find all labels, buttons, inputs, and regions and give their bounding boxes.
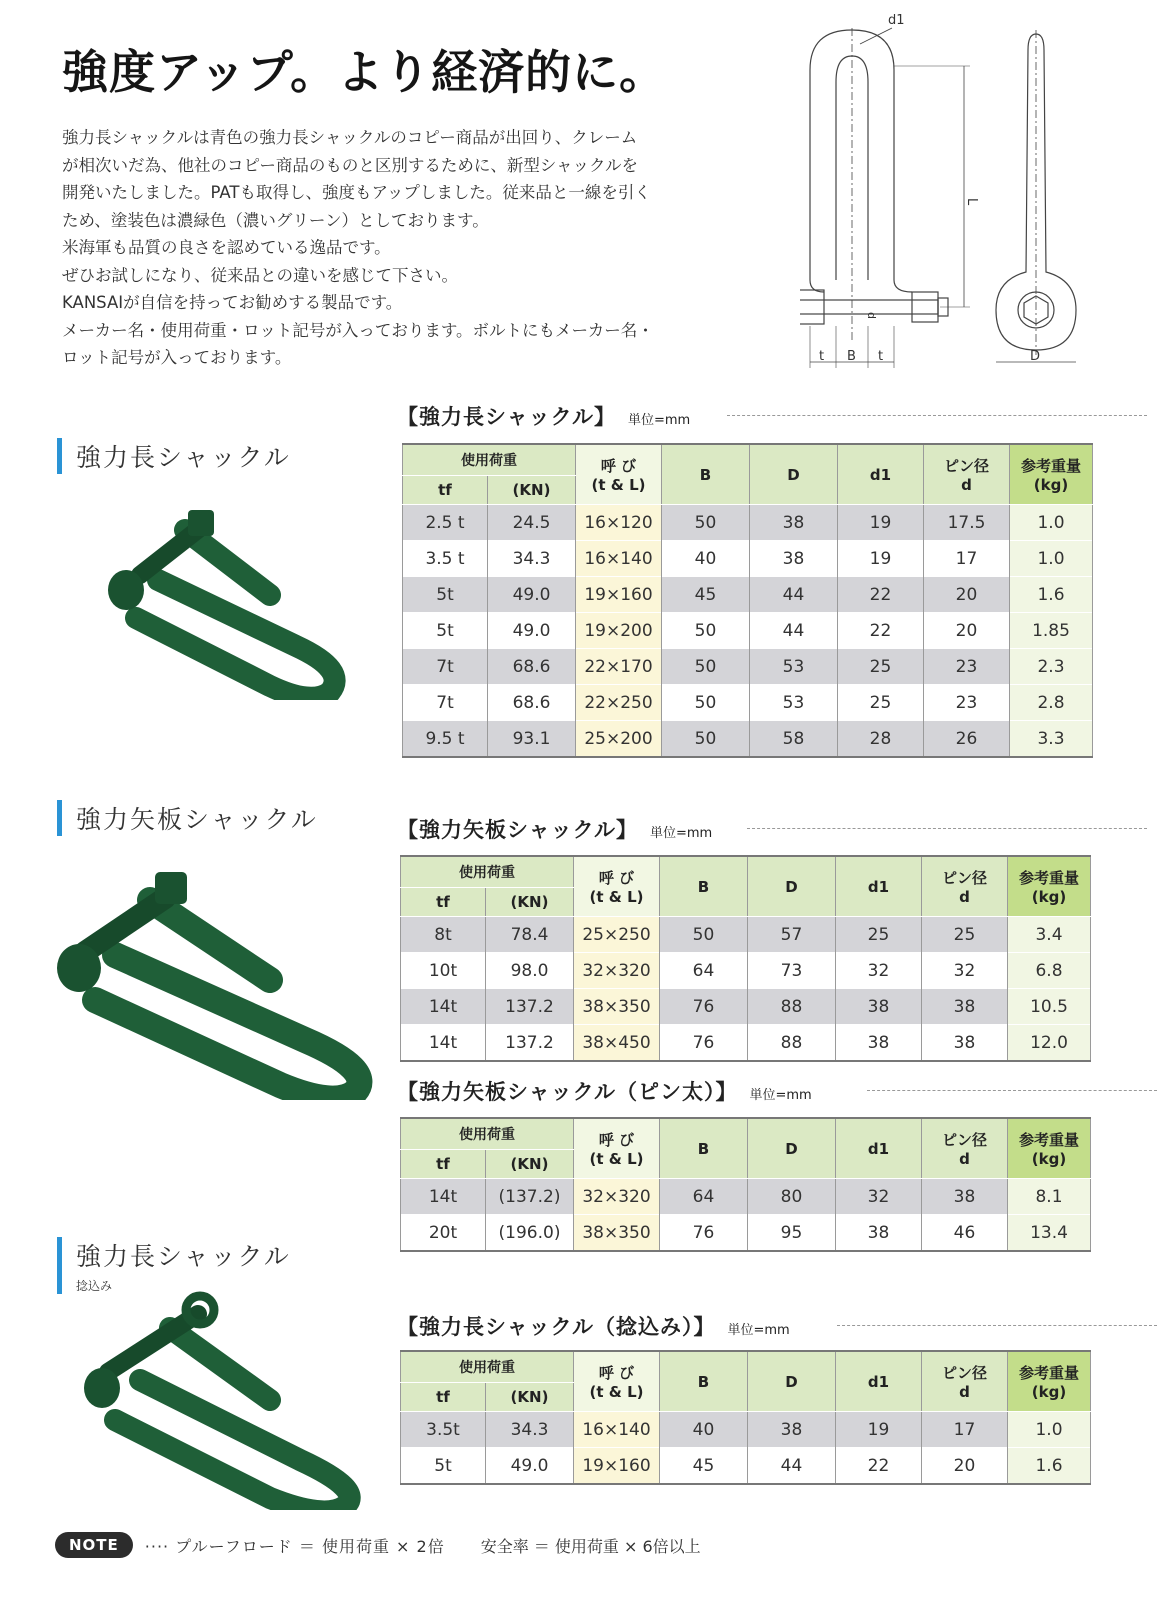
drawing-L-label: L: [964, 198, 979, 206]
intro-line: 米海軍も品質の良さを認めている逸品です。: [62, 238, 391, 257]
table-unit: 単位=mm: [727, 1323, 790, 1338]
table-cell: 26: [924, 721, 1010, 758]
spec-table-sheet-pile-thick-pin: [400, 1117, 1091, 1252]
table-cell: 13.4: [1008, 1215, 1091, 1252]
table-cell: 22×250: [576, 685, 662, 721]
table-row: [403, 685, 1093, 721]
header-pin-line2: d: [959, 888, 970, 906]
table-cell: 32: [922, 953, 1008, 989]
table-row: [401, 1448, 1091, 1485]
table-cell: 16×140: [576, 541, 662, 577]
table-cell: 22: [838, 577, 924, 613]
table-cell: 93.1: [488, 721, 576, 758]
table-cell: 7t: [403, 685, 488, 721]
title-dashed-rule: [747, 828, 1147, 829]
table-row: [403, 721, 1093, 758]
header-weight: [1008, 1351, 1091, 1412]
table-cell: 38: [750, 505, 838, 541]
table-row: [401, 917, 1091, 953]
header-yobi-line2: (t & L): [591, 476, 646, 494]
header-pin-line2: d: [959, 1150, 970, 1168]
table-cell: 28: [838, 721, 924, 758]
header-weight-line2: (kg): [1031, 1150, 1067, 1168]
header-yobi-line2: (t & L): [589, 1150, 644, 1168]
intro-line: 開発いたしました。PATも取得し、強度もアップしました。従来品と一線を引く: [62, 183, 651, 202]
table-cell: 1.0: [1008, 1412, 1091, 1448]
header-pin-line1: ピン径: [941, 1364, 987, 1382]
table-cell: 22: [838, 613, 924, 649]
header-yobi: [574, 1118, 660, 1179]
table-cell: 23: [924, 649, 1010, 685]
table-cell: 38: [922, 1025, 1008, 1062]
table-cell: 22: [836, 1448, 922, 1485]
header-pin-line1: ピン径: [941, 1131, 987, 1149]
header-kn: (KN): [486, 1383, 574, 1412]
table-cell: 53: [750, 649, 838, 685]
long-shackle-photo: [100, 500, 370, 700]
table-cell: 19×160: [574, 1448, 660, 1485]
table-cell: 17: [924, 541, 1010, 577]
table-cell: 9.5 t: [403, 721, 488, 758]
header-pin-line1: ピン径: [941, 869, 987, 887]
table-cell: 19×200: [576, 613, 662, 649]
table-cell: 3.3: [1010, 721, 1093, 758]
table-cell: 73: [748, 953, 836, 989]
table-cell: 50: [662, 685, 750, 721]
intro-line: メーカー名・使用荷重・ロット記号が入っております。ボルトにもメーカー名・: [62, 320, 654, 340]
table-cell: 95: [748, 1215, 836, 1252]
table-cell: 1.0: [1010, 541, 1093, 577]
table-cell: 38: [836, 1025, 922, 1062]
table-row: [401, 1025, 1091, 1062]
section-label-text: 強力長シャックル: [76, 1242, 291, 1271]
table-cell: 53: [750, 685, 838, 721]
page-headline: 強度アップ。より経済的に。: [62, 45, 667, 99]
table-cell: 40: [660, 1412, 748, 1448]
table-cell: 25: [836, 917, 922, 953]
intro-line: 強力長シャックルは青色の強力長シャックルのコピー商品が出回り、クレーム: [62, 128, 638, 147]
intro-line: ロット記号が入っております。: [62, 348, 292, 367]
table-cell: 38: [750, 541, 838, 577]
table-cell: 76: [660, 1215, 748, 1252]
table-cell: 64: [660, 1179, 748, 1215]
header-tf: tf: [403, 476, 488, 505]
header-load: 使用荷重: [401, 1118, 574, 1150]
header-pin: [924, 444, 1010, 505]
table-cell: 20: [924, 577, 1010, 613]
header-tf: tf: [401, 1150, 486, 1179]
intro-line: が相次いだ為、他社のコピー商品のものと区別するために、新型シャックルを: [62, 155, 639, 175]
header-yobi: [574, 1351, 660, 1412]
header-d1: d1: [836, 1118, 922, 1179]
table-title-sheet-pile-thick-pin: [397, 1076, 812, 1106]
header-d: D: [748, 856, 836, 917]
header-weight-line2: (kg): [1031, 1383, 1067, 1401]
table-row: [403, 541, 1093, 577]
table-cell: 40: [662, 541, 750, 577]
header-d1: d1: [836, 1351, 922, 1412]
table-cell: 32: [836, 953, 922, 989]
header-kn: (KN): [486, 1150, 574, 1179]
shackle-dimension-drawing: [800, 10, 1160, 370]
header-pin: [922, 1118, 1008, 1179]
table-cell: 38×350: [574, 1215, 660, 1252]
table-cell: 38×450: [574, 1025, 660, 1062]
header-yobi-line2: (t & L): [589, 888, 644, 906]
table-cell: 22×170: [576, 649, 662, 685]
table-cell: 23: [924, 685, 1010, 721]
table-cell: 34.3: [486, 1412, 574, 1448]
section-label-screw-shackle: [57, 1237, 291, 1294]
title-dashed-rule: [867, 1090, 1157, 1091]
table-cell: 45: [660, 1448, 748, 1485]
header-weight: [1008, 856, 1091, 917]
title-dashed-rule: [837, 1325, 1157, 1326]
header-d: D: [748, 1118, 836, 1179]
table-cell: 16×140: [574, 1412, 660, 1448]
table-cell: 17.5: [924, 505, 1010, 541]
table-cell: 24.5: [488, 505, 576, 541]
header-d1: d1: [838, 444, 924, 505]
table-cell: 45: [662, 577, 750, 613]
table-title-sheet-pile-shackle: [397, 814, 712, 844]
table-cell: 38: [748, 1412, 836, 1448]
table-cell: 76: [660, 1025, 748, 1062]
table-cell: 44: [748, 1448, 836, 1485]
table-cell: 38: [922, 1179, 1008, 1215]
table-cell: 10t: [401, 953, 486, 989]
table-cell: 32×320: [574, 1179, 660, 1215]
header-load: 使用荷重: [403, 444, 576, 476]
table-unit: 単位=mm: [649, 826, 713, 841]
header-load: 使用荷重: [401, 856, 574, 888]
header-d: D: [748, 1351, 836, 1412]
table-cell: 49.0: [486, 1448, 574, 1485]
table-cell: 68.6: [488, 649, 576, 685]
table-row: [403, 649, 1093, 685]
table-cell: 88: [748, 989, 836, 1025]
section-label-subtext: 捻込み: [76, 1279, 113, 1293]
intro-line: KANSAIが自信を持ってお勧めする製品です。: [62, 293, 403, 312]
header-weight-line1: 参考重量: [1018, 1364, 1079, 1382]
table-cell: 80: [748, 1179, 836, 1215]
table-cell: 16×120: [576, 505, 662, 541]
header-pin-line1: ピン径: [943, 457, 989, 475]
table-cell: 12.0: [1008, 1025, 1091, 1062]
table-cell: 19×160: [576, 577, 662, 613]
table-cell: 64: [660, 953, 748, 989]
drawing-d1-leader: [860, 28, 892, 44]
drawing-B-label: B: [847, 349, 856, 364]
header-b: B: [662, 444, 750, 505]
title-dashed-rule: [727, 415, 1147, 416]
table-cell: 14t: [401, 1179, 486, 1215]
table-title-long-shackle: [397, 401, 690, 431]
table-cell: 38: [836, 989, 922, 1025]
table-cell: 20: [922, 1448, 1008, 1485]
table-cell: 50: [662, 613, 750, 649]
header-pin: [922, 856, 1008, 917]
table-cell: 25×250: [574, 917, 660, 953]
header-yobi-line1: 呼 び: [598, 869, 635, 887]
table-cell: 137.2: [486, 989, 574, 1025]
header-weight-line1: 参考重量: [1020, 457, 1081, 475]
table-cell: 50: [662, 721, 750, 758]
intro-line: ため、塗装色は濃緑色（濃いグリーン）としております。: [62, 210, 489, 230]
table-cell: 50: [660, 917, 748, 953]
table-cell: 50: [662, 505, 750, 541]
table-cell: 25: [838, 649, 924, 685]
drawing-D-label: D: [1030, 349, 1041, 364]
table-cell: 20t: [401, 1215, 486, 1252]
spec-table-long-shackle: [402, 443, 1093, 758]
table-cell: 25×200: [576, 721, 662, 758]
header-b: B: [660, 1118, 748, 1179]
table-cell: 19: [836, 1412, 922, 1448]
drawing-t-label-left: t: [819, 349, 825, 364]
table-cell: 1.6: [1010, 577, 1093, 613]
table-cell: 98.0: [486, 953, 574, 989]
note-line: [55, 1532, 701, 1558]
header-weight-line2: (kg): [1031, 888, 1067, 906]
table-cell: 44: [750, 613, 838, 649]
table-cell: 1.6: [1008, 1448, 1091, 1485]
table-cell: 5t: [403, 577, 488, 613]
header-weight-line1: 参考重量: [1018, 1131, 1079, 1149]
table-cell: 14t: [401, 989, 486, 1025]
table-cell: 3.4: [1008, 917, 1091, 953]
header-load: 使用荷重: [401, 1351, 574, 1383]
header-b: B: [660, 1351, 748, 1412]
header-weight-line1: 参考重量: [1018, 869, 1079, 887]
header-yobi: [574, 856, 660, 917]
header-yobi-line2: (t & L): [589, 1383, 644, 1401]
table-cell: 57: [748, 917, 836, 953]
header-kn: (KN): [488, 476, 576, 505]
table-unit: 単位=mm: [627, 413, 691, 428]
section-label-long-shackle: [57, 438, 291, 474]
header-b: B: [660, 856, 748, 917]
table-cell: 19: [838, 541, 924, 577]
table-title-text: 【強力長シャックル】: [397, 405, 616, 429]
table-cell: 25: [838, 685, 924, 721]
section-label-text: 強力矢板シャックル: [76, 805, 318, 834]
intro-line: ぜひお試しになり、従来品との違いを感じて下さい。: [62, 265, 458, 285]
drawing-d1-label: d1: [888, 13, 905, 28]
spec-table-sheet-pile-shackle: [400, 855, 1091, 1062]
table-cell: 6.8: [1008, 953, 1091, 989]
table-title-text: 【強力長シャックル（捻込み）】: [397, 1315, 716, 1339]
header-yobi-line1: 呼 び: [598, 1364, 635, 1382]
section-label-text: 強力長シャックル: [76, 443, 291, 472]
table-row: [401, 1179, 1091, 1215]
table-cell: 32: [836, 1179, 922, 1215]
table-row: [401, 989, 1091, 1025]
table-title-screw-shackle: [397, 1311, 790, 1341]
drawing-t-label-right: t: [878, 349, 884, 364]
header-pin-line2: d: [959, 1383, 970, 1401]
spec-table-screw-shackle: [400, 1350, 1091, 1485]
table-cell: 10.5: [1008, 989, 1091, 1025]
header-weight: [1010, 444, 1093, 505]
table-unit: 単位=mm: [749, 1088, 812, 1103]
table-row: [401, 953, 1091, 989]
table-cell: 19: [838, 505, 924, 541]
table-cell: 3.5t: [401, 1412, 486, 1448]
table-cell: 58: [750, 721, 838, 758]
table-cell: 137.2: [486, 1025, 574, 1062]
table-cell: 7t: [403, 649, 488, 685]
table-title-text: 【強力矢板シャックル（ピン太）】: [397, 1080, 738, 1104]
table-cell: 25: [922, 917, 1008, 953]
table-cell: 1.0: [1010, 505, 1093, 541]
table-cell: 14t: [401, 1025, 486, 1062]
table-cell: 76: [660, 989, 748, 1025]
table-row: [401, 1412, 1091, 1448]
table-cell: 34.3: [488, 541, 576, 577]
table-cell: 78.4: [486, 917, 574, 953]
table-cell: 2.8: [1010, 685, 1093, 721]
table-row: [401, 1215, 1091, 1252]
table-row: [403, 577, 1093, 613]
header-d1: d1: [836, 856, 922, 917]
section-label-sheet-pile-shackle: [57, 800, 318, 836]
header-d: D: [750, 444, 838, 505]
header-tf: tf: [401, 888, 486, 917]
table-cell: 49.0: [488, 613, 576, 649]
table-cell: (137.2): [486, 1179, 574, 1215]
table-title-text: 【強力矢板シャックル】: [397, 818, 638, 842]
table-cell: 44: [750, 577, 838, 613]
table-cell: 3.5 t: [403, 541, 488, 577]
table-cell: 88: [748, 1025, 836, 1062]
screw-shackle-photo: [80, 1290, 380, 1510]
table-cell: 2.3: [1010, 649, 1093, 685]
table-cell: 49.0: [488, 577, 576, 613]
header-yobi-line1: 呼 び: [600, 457, 637, 475]
header-weight-line2: (kg): [1033, 476, 1069, 494]
header-yobi: [576, 444, 662, 505]
note-proof-load: ···· プルーフロード ＝ 使用荷重 × 2倍: [144, 1536, 445, 1556]
table-cell: (196.0): [486, 1215, 574, 1252]
header-tf: tf: [401, 1383, 486, 1412]
table-cell: 1.85: [1010, 613, 1093, 649]
table-cell: 17: [922, 1412, 1008, 1448]
table-cell: 38: [836, 1215, 922, 1252]
table-row: [403, 613, 1093, 649]
sheet-pile-shackle-photo: [55, 860, 395, 1100]
table-cell: 38: [922, 989, 1008, 1025]
table-cell: 8.1: [1008, 1179, 1091, 1215]
drawing-pin-head: [800, 290, 824, 324]
table-row: [403, 505, 1093, 541]
drawing-nut: [912, 292, 938, 322]
table-cell: 32×320: [574, 953, 660, 989]
header-yobi-line1: 呼 び: [598, 1131, 635, 1149]
drawing-eye-right: [894, 280, 912, 292]
header-pin: [922, 1351, 1008, 1412]
header-weight: [1008, 1118, 1091, 1179]
table-cell: 5t: [403, 613, 488, 649]
intro-text: [62, 124, 762, 372]
header-pin-line2: d: [961, 476, 972, 494]
table-cell: 38×350: [574, 989, 660, 1025]
header-kn: (KN): [486, 888, 574, 917]
table-cell: 5t: [401, 1448, 486, 1485]
table-cell: 46: [922, 1215, 1008, 1252]
drawing-d-label: d: [865, 312, 878, 319]
table-cell: 2.5 t: [403, 505, 488, 541]
table-cell: 68.6: [488, 685, 576, 721]
note-badge: NOTE: [55, 1532, 133, 1558]
table-cell: 20: [924, 613, 1010, 649]
table-cell: 50: [662, 649, 750, 685]
table-cell: 8t: [401, 917, 486, 953]
note-safety-factor: 安全率 ＝ 使用荷重 × 6倍以上: [480, 1536, 701, 1556]
